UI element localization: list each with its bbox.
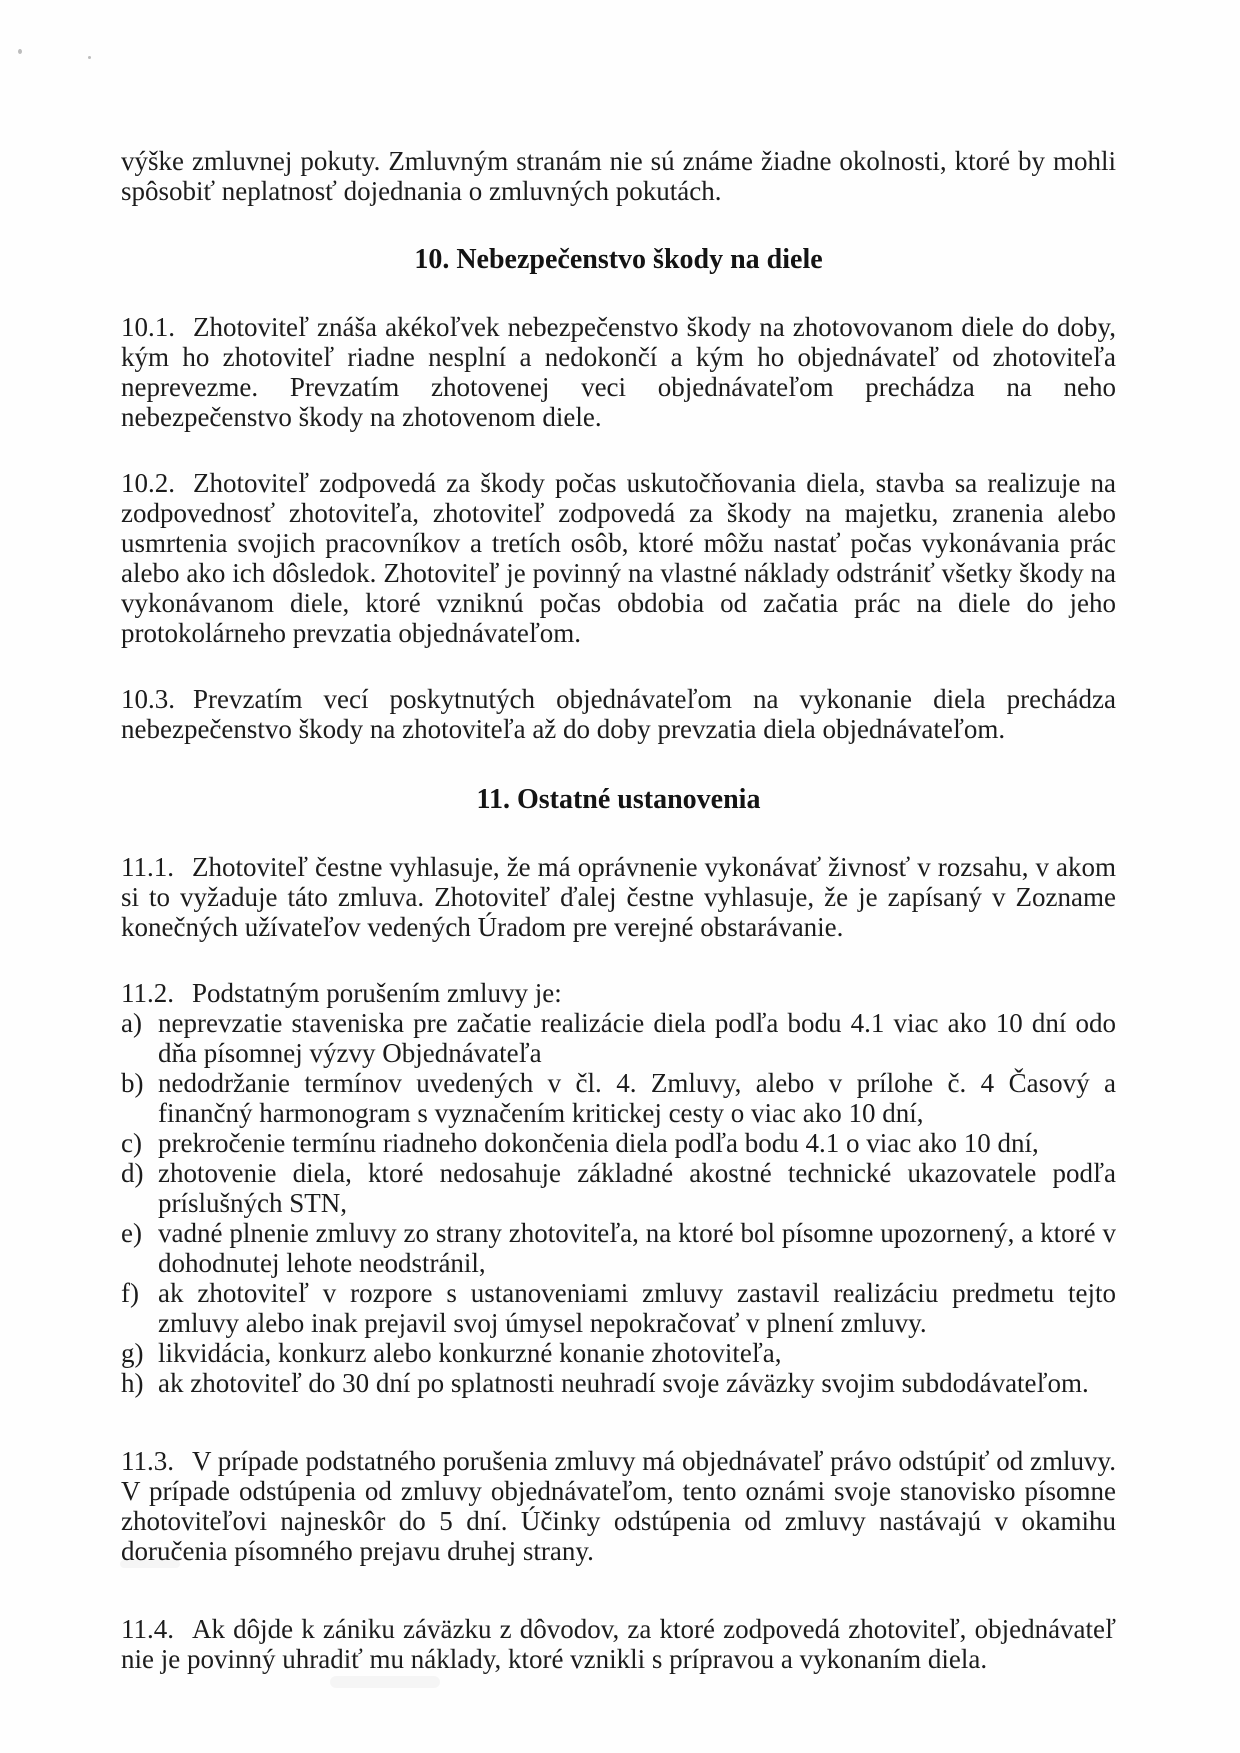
section-11-heading: 11. Ostatné ustanovenia [476, 784, 761, 815]
list-item-b [121, 1068, 1116, 1128]
clause-number: 11.1. [121, 852, 174, 882]
scan-smudge [120, 1560, 180, 1568]
list-item-text: nedodržanie termínov uvedených v čl. 4. Zmluvy, alebo v prílohe č. 4 Časový a finančný harmonogram s vyznačením kritickej cesty o viac ako 10 dní, [158, 1068, 1116, 1128]
clause-text: Zhotoviteľ zodpovedá za škody počas uskutočňovania diela, stavba sa realizuje na zodpovednosť zhotoviteľa, zhotoviteľ zodpovedá za škody na majetku, zranenia alebo usmrtenia svojich pracovníkov a tretích osôb, ktoré môžu nastať počas vykonávania prác alebo ako ich dôsledok. Zhotoviteľ je povinný na vlastné náklady odstrániť všetky škody na vykonávanom diele, ktoré vzniknú počas obdobia od začatia prác na diele do jeho protokolárneho prevzatia objednávateľom. [121, 468, 1116, 648]
section-10-heading: 10. Nebezpečenstvo škody na diele [414, 244, 823, 275]
list-item-text: neprevzatie staveniska pre začatie realizácie diela podľa bodu 4.1 viac ako 10 dní odo dňa písomnej výzvy Objednávateľa [158, 1008, 1116, 1068]
clause-text: Zhotoviteľ čestne vyhlasuje, že má oprávnenie vykonávať živnosť v rozsahu, v akom si to vyžaduje táto zmluva. Zhotoviteľ ďalej čestne vyhlasuje, že je zapísaný v Zozname konečných užívateľov vedených Úradom pre verejné obstarávanie. [121, 852, 1116, 942]
clause-10-2 [121, 468, 1116, 648]
scan-smudge [330, 1676, 440, 1688]
list-item-label: h) [121, 1368, 144, 1398]
list-item-label: a) [121, 1008, 142, 1038]
clause-number: 11.2. [121, 978, 174, 1008]
scan-speck [18, 49, 22, 54]
list-item-f [121, 1278, 1116, 1338]
clause-11-3 [121, 1446, 1116, 1566]
list-item-label: g) [121, 1338, 144, 1368]
list-item-label: d) [121, 1158, 144, 1188]
list-item-text: prekročenie termínu riadneho dokončenia diela podľa bodu 4.1 o viac ako 10 dní, [158, 1128, 1039, 1158]
list-item-text: ak zhotoviteľ do 30 dní po splatnosti neuhradí svoje záväzky svojim subdodávateľom. [158, 1368, 1089, 1398]
list-item-label: c) [121, 1128, 142, 1158]
paragraph-intro: výške zmluvnej pokuty. Zmluvným stranám nie sú známe žiadne okolnosti, ktoré by mohli spôsobiť neplatnosť dojednania o zmluvných pokutách. [121, 146, 1116, 206]
list-item-a [121, 1008, 1116, 1068]
clause-11-1 [121, 852, 1116, 942]
clause-text: Prevzatím vecí poskytnutých objednávateľom na vykonanie diela prechádza nebezpečenstvo škody na zhotoviteľa až do doby prevzatia diela objednávateľom. [121, 684, 1116, 744]
clause-11-4 [121, 1614, 1116, 1674]
list-item-c [121, 1128, 1116, 1158]
clause-text: V prípade podstatného porušenia zmluvy má objednávateľ právo odstúpiť od zmluvy. V prípade odstúpenia od zmluvy objednávateľom, tento oznámi svoje stanovisko písomne zhotoviteľovi najneskôr do 5 dní. Účinky odstúpenia od zmluvy nastávajú v okamihu doručenia písomného prejavu druhej strany. [121, 1446, 1116, 1566]
clause-10-3 [121, 684, 1116, 744]
clause-10-1 [121, 312, 1116, 432]
list-item-label: f) [121, 1278, 139, 1308]
clause-number: 10.3. [121, 684, 175, 714]
clause-text: Podstatným porušením zmluvy je: [192, 978, 562, 1008]
list-item-label: e) [121, 1218, 142, 1248]
list-item-text: ak zhotoviteľ v rozpore s ustanoveniami zmluvy zastavil realizáciu predmetu tejto zmluvy alebo inak prejavil svoj úmysel nepokračovať v plnení zmluvy. [158, 1278, 1116, 1338]
clause-number: 10.1. [121, 312, 175, 342]
list-item-label: b) [121, 1068, 144, 1098]
list-item-g [121, 1338, 1116, 1368]
list-item-text: zhotovenie diela, ktoré nedosahuje základné akostné technické ukazovatele podľa príslušných STN, [158, 1158, 1116, 1218]
clause-number: 11.3. [121, 1446, 174, 1476]
clause-text: Ak dôjde k zániku záväzku z dôvodov, za ktoré zodpovedá zhotoviteľ, objednávateľ nie je povinný uhradiť mu náklady, ktoré vznikli s prípravou a vykonaním diela. [121, 1614, 1116, 1674]
breach-list [121, 1008, 1116, 1398]
clause-text: Zhotoviteľ znáša akékoľvek nebezpečenstvo škody na zhotovovanom diele do doby, kým ho zhotoviteľ riadne nesplní a nedokončí a kým ho objednávateľ od zhotoviteľa neprevezme. Prevzatím zhotovenej veci objednávateľom prechádza na neho nebezpečenstvo škody na zhotovenom diele. [121, 312, 1116, 432]
list-item-e [121, 1218, 1116, 1278]
list-item-text: vadné plnenie zmluvy zo strany zhotoviteľa, na ktoré bol písomne upozornený, a ktoré v dohodnutej lehote neodstránil, [158, 1218, 1116, 1278]
list-item-h [121, 1368, 1116, 1398]
clause-number: 11.4. [121, 1614, 174, 1644]
clause-number: 10.2. [121, 468, 175, 498]
list-item-d [121, 1158, 1116, 1218]
scan-speck [88, 56, 91, 59]
list-item-text: likvidácia, konkurz alebo konkurzné konanie zhotoviteľa, [158, 1338, 782, 1368]
clause-11-2 [121, 978, 1116, 1008]
